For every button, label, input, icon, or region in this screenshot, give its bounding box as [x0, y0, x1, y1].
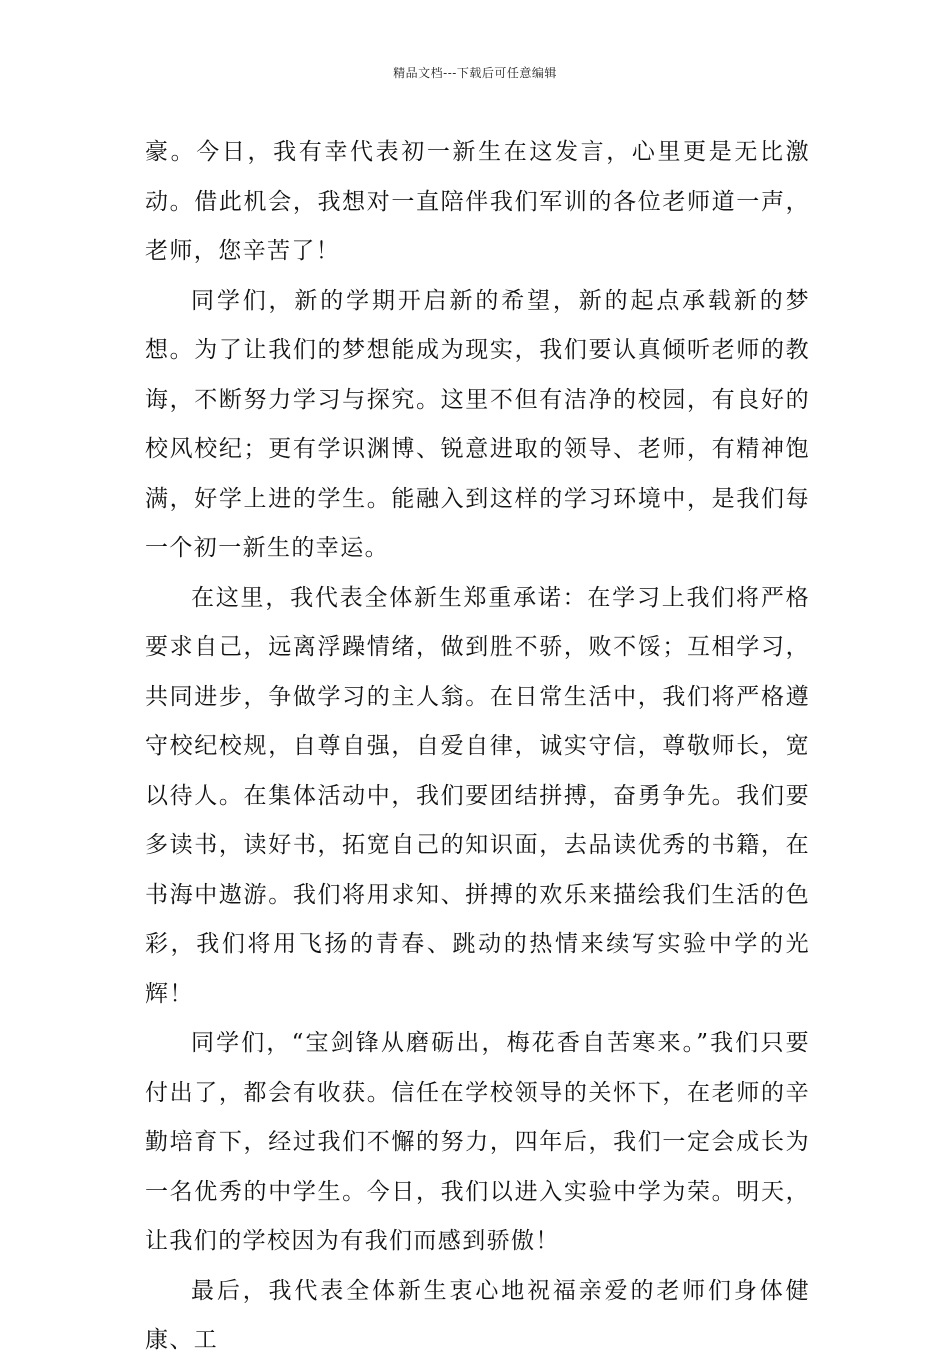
paragraph-1: 豪。今日，我有幸代表初一新生在这发言，心里更是无比激动。借此机会，我想对一直陪伴我们军训的各位老师道一声，老师，您辛苦了！	[145, 139, 810, 264]
document-body	[145, 128, 810, 1366]
paragraph-4: 同学们，“宝剑锋从磨砺出，梅花香自苦寒来。”我们只要付出了，都会有收获。信任在学校领导的关怀下，在老师的辛勤培育下，经过我们不懈的努力，四年后，我们一定会成长为一名优秀的中学生。今日，我们以进入实验中学为荣。明天，让我们的学校因为有我们而感到骄傲！	[145, 1030, 810, 1254]
paragraph-5: 最后，我代表全体新生衷心地祝福亲爱的老师们身体健康、工	[145, 1277, 810, 1353]
paragraph-2: 同学们，新的学期开启新的希望，新的起点承载新的梦想。为了让我们的梦想能成为现实，我们要认真倾听老师的教诲，不断努力学习与探究。这里不但有洁净的校园，有良好的校风校纪；更有学识渊博、锐意进取的领导、老师，有精神饱满，好学上进的学生。能融入到这样的学习环境中，是我们每一个初一新生的幸运。	[145, 287, 810, 561]
paragraph-3: 在这里，我代表全体新生郑重承诺：在学习上我们将严格要求自己，远离浮躁情绪，做到胜不骄，败不馁；互相学习，共同进步，争做学习的主人翁。在日常生活中，我们将严格遵守校纪校规，自尊自强，自爱自律，诚实守信，尊敬师长，宽以待人。在集体活动中，我们要团结拼搏，奋勇争先。我们要多读书，读好书，拓宽自己的知识面，去品读优秀的书籍，在书海中遨游。我们将用求知、拼搏的欢乐来描绘我们生活的色彩，我们将用飞扬的青春、跳动的热情来续写实验中学的光辉！	[145, 584, 810, 1007]
page-header: 精品文档---下载后可任意编辑	[393, 66, 557, 80]
